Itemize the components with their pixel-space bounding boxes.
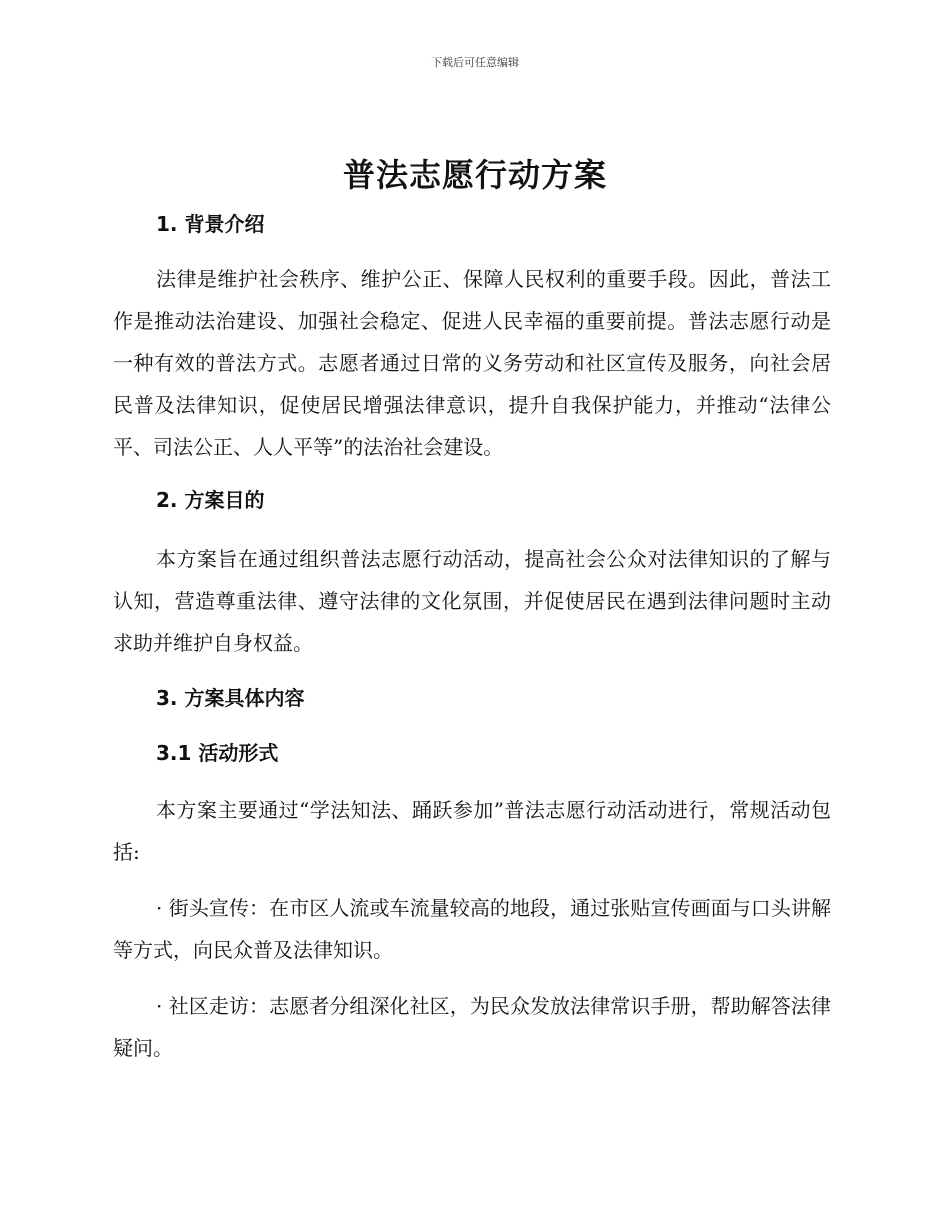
section-heading-background: 1. 背景介绍: [156, 212, 265, 236]
document-title: 普法志愿行动方案: [342, 156, 607, 194]
subsection-heading-activity-form: 3.1 活动形式: [156, 741, 279, 765]
list-item-street-promotion: · 街头宣传：在市区人流或车流量较高的地段，通过张贴宣传画面与口头讲解等方式，向民众普及法律知识。: [113, 896, 831, 962]
document-body: [113, 200, 831, 1069]
section-heading-goal: 2. 方案目的: [156, 488, 265, 512]
list-item-community-visit: · 社区走访：志愿者分组深化社区，为民众发放法律常识手册，帮助解答法律疑问。: [113, 994, 831, 1060]
paragraph-background: 法律是维护社会秩序、维护公正、保障人民权利的重要手段。因此，普法工作是推动法治建设、加强社会稳定、促进人民幸福的重要前提。普法志愿行动是一种有效的普法方式。志愿者通过日常的义务劳动和社区宣传及服务，向社会居民普及法律知识，促使居民增强法律意识，提升自我保护能力，并推动“法律公平、司法公正、人人平等”的法治社会建设。: [113, 267, 831, 459]
section-heading-content: 3. 方案具体内容: [156, 686, 305, 710]
paragraph-activity-form: 本方案主要通过“学法知法、踊跃参加”普法志愿行动活动进行，常规活动包括:: [113, 798, 831, 864]
header-note: 下载后可任意编辑: [431, 56, 519, 69]
paragraph-goal: 本方案旨在通过组织普法志愿行动活动，提高社会公众对法律知识的了解与认知，营造尊重法律、遵守法律的文化氛围，并促使居民在遇到法律问题时主动求助并维护自身权益。: [113, 547, 831, 655]
